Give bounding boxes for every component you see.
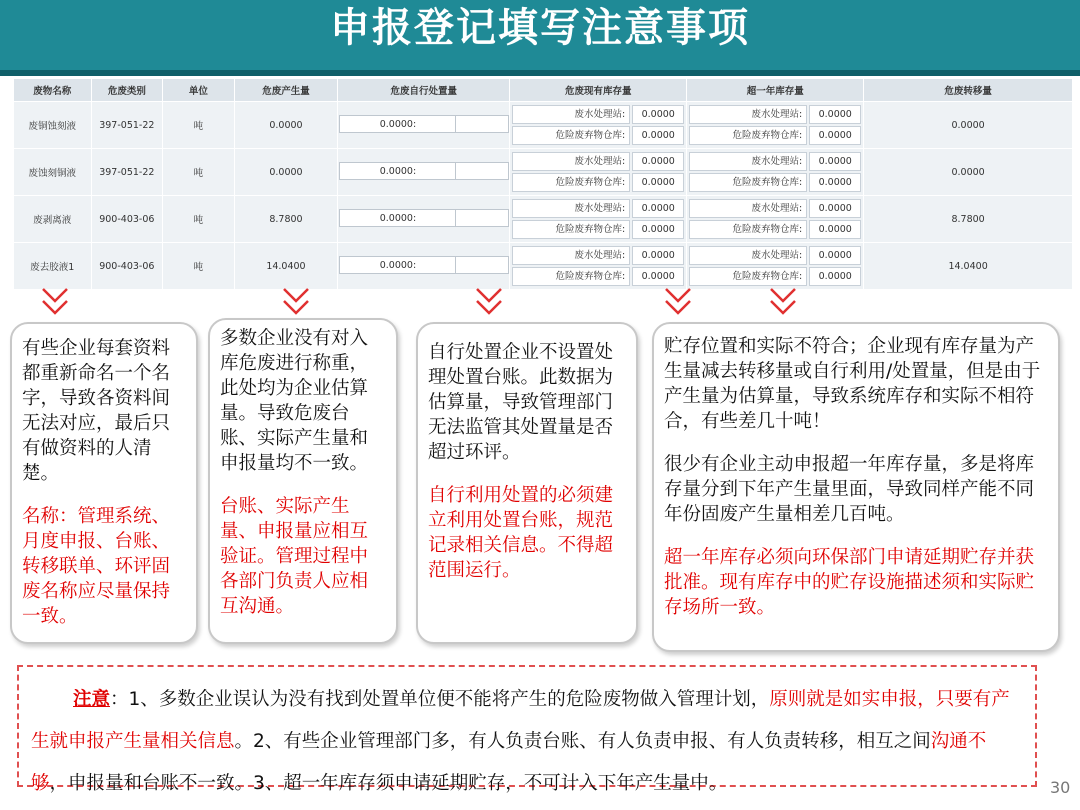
col-header: 单位: [163, 79, 235, 102]
current-stock-cell: [510, 196, 687, 243]
stock-subrow: [689, 126, 861, 145]
self-disposal-value: 0.0000:: [379, 259, 417, 271]
self-disposal-cell: [338, 196, 510, 243]
table-row: [14, 243, 1073, 290]
waste-name-cell: [14, 196, 92, 243]
produced-cell: [234, 149, 338, 196]
waste-name: 废铜蚀刻液: [28, 121, 77, 132]
location-label: 危险废弃物仓库:: [512, 126, 630, 145]
callout-text: 多数企业没有对入库危废进行称重，此处均为企业估算量。导致危废台账、实际产生量和申报量均不一致。: [220, 328, 369, 474]
note-label: 注意: [73, 689, 111, 710]
note-box: [17, 665, 1037, 794]
input-divider: [455, 116, 456, 132]
unit-cell: [163, 102, 235, 149]
callout-weighing: [208, 318, 398, 644]
stock-value-input[interactable]: 0.0000: [809, 126, 861, 145]
over-year-stock-cell: [687, 243, 864, 290]
unit: 吨: [193, 262, 204, 273]
callout-name: [10, 322, 198, 644]
waste-name-cell: [14, 243, 92, 290]
location-label: 废水处理站:: [512, 152, 630, 171]
stock-subrow: [512, 105, 684, 124]
category-cell: [91, 149, 163, 196]
self-disposal-cell: [338, 243, 510, 290]
stock-subrow: [512, 199, 684, 218]
category-cell: [91, 102, 163, 149]
page-number: 30: [1050, 778, 1071, 797]
self-disposal-cell: [338, 102, 510, 149]
title-bar-shadow: [0, 70, 1080, 76]
current-stock-cell: [510, 149, 687, 196]
callout-self-disposal: [416, 322, 638, 644]
col-header: 超一年库存量: [687, 79, 864, 102]
callout-inventory: [652, 322, 1060, 652]
table-row: [14, 102, 1073, 149]
location-label: 废水处理站:: [689, 246, 807, 265]
stock-subrow: [689, 267, 861, 286]
stock-value-input[interactable]: 0.0000: [632, 267, 684, 286]
location-label: 废水处理站:: [689, 199, 807, 218]
stock-value-input[interactable]: 0.0000: [632, 199, 684, 218]
table-header-row: [14, 79, 1073, 102]
location-label: 危险废弃物仓库:: [512, 267, 630, 286]
callout-text: 很少有企业主动申报超一年库存量，多是将库存量分到下年产生量里面，导致同样产能不同年份固废产生量相差几百吨。: [664, 454, 1035, 525]
unit-cell: [163, 243, 235, 290]
note-text: ：1、多数企业误认为没有找到处置单位便不能将产生的危险废物做入管理计划，: [110, 689, 770, 710]
waste-name: 废蚀刻铜液: [28, 168, 77, 179]
stock-subrow: [512, 220, 684, 239]
stock-subrow: [512, 152, 684, 171]
over-year-stock-cell: [687, 196, 864, 243]
transfer-cell: [864, 243, 1073, 290]
callout-text: 贮存位置和实际不符合；企业现有库存量为产生量减去转移量或自行利用/处置量，但是由于产生量为估算量，导致系统库存和实际不相符合，有些差几十吨！: [664, 336, 1041, 432]
location-label: 废水处理站:: [689, 105, 807, 124]
stock-value-input[interactable]: 0.0000: [809, 220, 861, 239]
produced-amount: 8.7800: [269, 213, 303, 225]
self-disposal-value: 0.0000:: [379, 165, 417, 177]
table-row: [14, 196, 1073, 243]
over-year-stock-cell: [687, 149, 864, 196]
col-header: 危废自行处置量: [338, 79, 510, 102]
waste-name-cell: [14, 149, 92, 196]
over-year-stock-cell: [687, 102, 864, 149]
waste-name-cell: [14, 102, 92, 149]
unit-cell: [163, 196, 235, 243]
stock-subrow: [512, 246, 684, 265]
callout-recommendation: 超一年库存必须向环保部门申请延期贮存并获批准。现有库存中的贮存设施描述须和实际贮存场所一致。: [664, 547, 1035, 618]
col-header: 危废转移量: [864, 79, 1073, 102]
down-arrow-icon: [40, 287, 70, 317]
unit: 吨: [193, 168, 204, 179]
produced-cell: [234, 243, 338, 290]
waste-name: 废去胶液1: [30, 262, 75, 273]
self-disposal-input[interactable]: [339, 115, 509, 133]
note-highlight: 原则就是如实申报，只要有产生就申报产生量相关信息: [31, 689, 1010, 752]
callout-recommendation: 自行利用处置的必须建立利用处置台账，规范记录相关信息。不得超范围运行。: [428, 485, 614, 581]
produced-cell: [234, 102, 338, 149]
location-label: 危险废弃物仓库:: [512, 173, 630, 192]
transfer-cell: [864, 102, 1073, 149]
note-text: ，申报量和台账不一致。3、超一年库存须申请延期贮存，不可计入下年产生量中。: [49, 773, 728, 794]
stock-value-input[interactable]: 0.0000: [809, 152, 861, 171]
callout-recommendation: 名称：管理系统、月度申报、台账、转移联单、环评固废名称应尽量保持一致。: [22, 506, 171, 627]
down-arrow-icon: [663, 287, 693, 317]
self-disposal-input[interactable]: [339, 256, 509, 274]
waste-name: 废剥离液: [33, 215, 72, 226]
self-disposal-value: 0.0000:: [379, 118, 417, 130]
current-stock-cell: [510, 243, 687, 290]
callout-text: 有些企业每套资料都重新命名一个名字，导致各资料间无法对应，最后只有做资料的人清楚。: [22, 338, 171, 484]
location-label: 废水处理站:: [512, 199, 630, 218]
stock-subrow: [689, 199, 861, 218]
stock-value-input[interactable]: 0.0000: [809, 246, 861, 265]
stock-value-input[interactable]: 0.0000: [809, 267, 861, 286]
waste-category: 900-403-06: [99, 213, 155, 225]
stock-value-input[interactable]: 0.0000: [632, 173, 684, 192]
stock-value-input[interactable]: 0.0000: [809, 173, 861, 192]
stock-value-input[interactable]: 0.0000: [632, 246, 684, 265]
stock-subrow: [689, 173, 861, 192]
stock-subrow: [512, 267, 684, 286]
table-row: [14, 149, 1073, 196]
note-text: 。2、有些企业管理部门多，有人负责台账、有人负责申报、有人负责转移，相互之间: [234, 731, 931, 752]
page-title: 申报登记填写注意事项: [330, 5, 750, 51]
produced-amount: 14.0400: [266, 260, 306, 272]
callout-text: 自行处置企业不设置处理处置台账。此数据为估算量，导致管理部门无法监管其处置量是否超过环评。: [428, 342, 614, 463]
stock-subrow: [689, 105, 861, 124]
stock-value-input[interactable]: 0.0000: [632, 152, 684, 171]
self-disposal-cell: [338, 149, 510, 196]
location-label: 废水处理站:: [512, 246, 630, 265]
location-label: 废水处理站:: [512, 105, 630, 124]
col-header: 危废类别: [91, 79, 163, 102]
down-arrow-icon: [768, 287, 798, 317]
produced-amount: 0.0000: [269, 166, 303, 178]
waste-table: [13, 78, 1073, 290]
title-bar: [0, 0, 1080, 70]
transfer-amount: 0.0000: [951, 119, 985, 131]
current-stock-cell: [510, 102, 687, 149]
note-highlight: 沟通不够: [31, 731, 987, 794]
stock-subrow: [689, 152, 861, 171]
produced-amount: 0.0000: [269, 119, 303, 131]
location-label: 危险废弃物仓库:: [689, 220, 807, 239]
location-label: 危险废弃物仓库:: [689, 173, 807, 192]
stock-value-input[interactable]: 0.0000: [632, 126, 684, 145]
self-disposal-input[interactable]: [339, 162, 509, 180]
self-disposal-value: 0.0000:: [379, 212, 417, 224]
stock-value-input[interactable]: 0.0000: [809, 105, 861, 124]
stock-subrow: [512, 173, 684, 192]
stock-value-input[interactable]: 0.0000: [809, 199, 861, 218]
transfer-amount: 0.0000: [951, 166, 985, 178]
stock-value-input[interactable]: 0.0000: [632, 220, 684, 239]
location-label: 危险废弃物仓库:: [512, 220, 630, 239]
stock-subrow: [689, 246, 861, 265]
transfer-cell: [864, 196, 1073, 243]
unit: 吨: [193, 121, 204, 132]
input-divider: [455, 257, 456, 273]
location-label: 危险废弃物仓库:: [689, 126, 807, 145]
transfer-cell: [864, 149, 1073, 196]
self-disposal-input[interactable]: [339, 209, 509, 227]
down-arrow-icon: [474, 287, 504, 317]
col-header: 废物名称: [14, 79, 92, 102]
input-divider: [455, 163, 456, 179]
col-header: 危废产生量: [234, 79, 338, 102]
location-label: 危险废弃物仓库:: [689, 267, 807, 286]
input-divider: [455, 210, 456, 226]
produced-cell: [234, 196, 338, 243]
unit: 吨: [193, 215, 204, 226]
unit-cell: [163, 149, 235, 196]
col-header: 危废现有库存量: [510, 79, 687, 102]
category-cell: [91, 243, 163, 290]
transfer-amount: 14.0400: [948, 260, 988, 272]
down-arrow-icon: [281, 287, 311, 317]
waste-category: 900-403-06: [99, 260, 155, 272]
stock-value-input[interactable]: 0.0000: [632, 105, 684, 124]
waste-category: 397-051-22: [99, 166, 155, 178]
stock-subrow: [512, 126, 684, 145]
transfer-amount: 8.7800: [951, 213, 985, 225]
stock-subrow: [689, 220, 861, 239]
callout-recommendation: 台账、实际产生量、申报量应相互验证。管理过程中各部门负责人应相互沟通。: [220, 496, 369, 617]
location-label: 废水处理站:: [689, 152, 807, 171]
waste-category: 397-051-22: [99, 119, 155, 131]
category-cell: [91, 196, 163, 243]
